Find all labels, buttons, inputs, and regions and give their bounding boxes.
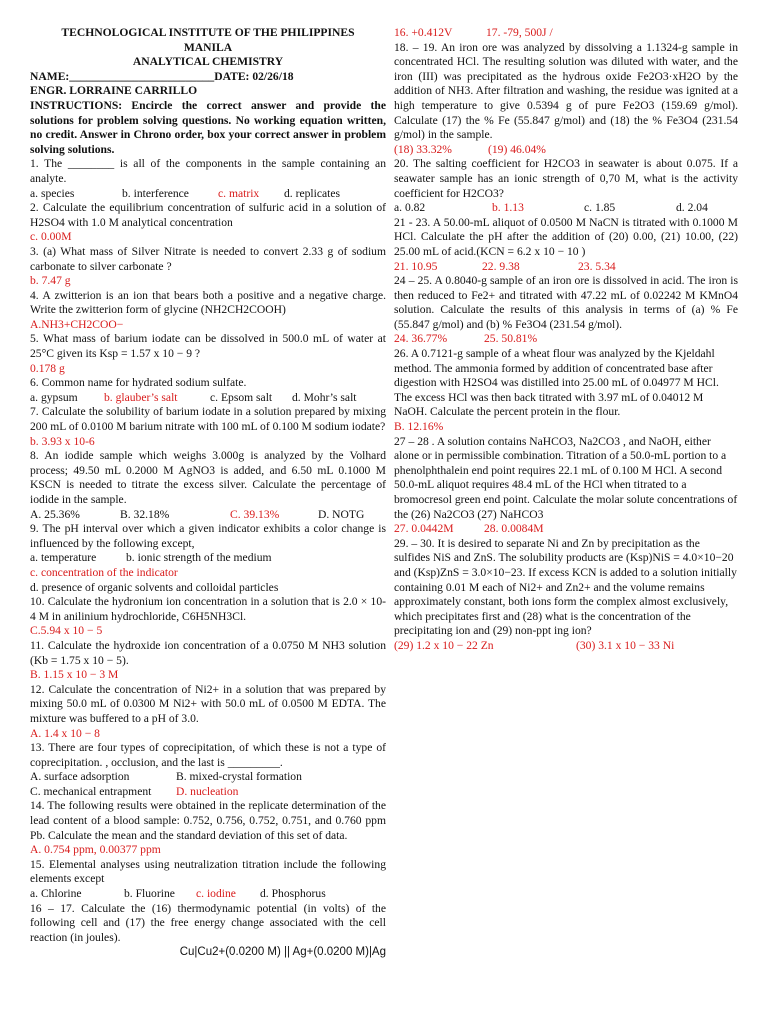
option-d-answer[interactable]: D. nucleation <box>176 784 239 798</box>
option-b[interactable]: B. mixed-crystal formation <box>176 770 302 784</box>
answer-21: 21. 10.95 <box>394 259 438 273</box>
answer-7: b. 3.93 x 10-6 <box>30 434 95 448</box>
question-11: 11. Calculate the hydroxide ion concentration of a 0.0750 M NH3 solution (Kb = 1.75 x 10 − 5). <box>30 638 386 667</box>
answers-27-28 <box>394 522 738 537</box>
question-24: 24 – 25. A 0.8040-g sample of an iron ore is dissolved in acid. The iron is then reduced to Fe2+ and titrated with 47.22 mL of 0.02242 M KMnO4 solution. Calculate the results of this analysis in terms of (a) % Fe (55.847 g/mol) and (b) % Fe3O4 (231.54 g/mol). <box>394 274 738 331</box>
question-2: 2. Calculate the equilibrium concentration of sulfuric acid in a solution of H2SO4 with 1.0 M analytical concentration <box>30 201 386 229</box>
option-c-answer[interactable]: c. iodine <box>196 887 236 901</box>
option-a[interactable]: a. gypsum <box>30 390 78 404</box>
answer-24: 24. 36.77% <box>394 332 448 346</box>
question-8-options <box>30 508 386 523</box>
answers-21-23 <box>394 260 738 275</box>
option-a[interactable]: A. 25.36% <box>30 507 80 521</box>
answers-18-19 <box>394 143 738 158</box>
question-12: 12. Calculate the concentration of Ni2+ in a solution that was prepared by mixing 50.0 mL of 0.0300 M Ni2+ with 50.0 mL of 0.0500 M EDTA. The mixture was buffered to a pH of 3.0. <box>30 682 386 725</box>
option-a[interactable]: a. temperature <box>30 551 97 565</box>
left-column <box>30 26 386 960</box>
question-27: 27 – 28 . A solution contains NaHCO3, Na2CO3 , and NaOH, either alone or in permissible combination. Titration of a 50.0-mL portion to a phenolphthalein end point requires 22.1 mL of 0.100 M HCl. A second 50.0-mL aliquot requires 48.4 mL of the HCl when titrated to a bromocresol green end point. Calculate the molar solute concentrations of the (26) Na2CO3 (27) NaHCO3 <box>394 434 738 521</box>
option-b[interactable]: B. 32.18% <box>120 507 170 521</box>
institute-title: TECHNOLOGICAL INSTITUTE OF THE PHILIPPINES <box>61 26 355 39</box>
question-15-options <box>30 887 386 902</box>
answer-11: B. 1.15 x 10 − 3 M <box>30 668 119 682</box>
instructor-name: ENGR. LORRAINE CARRILLO <box>30 84 198 98</box>
answer-25: 25. 50.81% <box>484 332 538 346</box>
answer-4: A.NH3+CH2COO− <box>30 317 124 331</box>
answer-27: 27. 0.0442M <box>394 522 454 536</box>
question-6-options <box>30 391 386 406</box>
question-21: 21 - 23. A 50.00-mL aliquot of 0.0500 M NaCN is titrated with 0.1000 M HCl. Calculate the pH after the addition of (20) 0.00, (21) 10.00, (22) 25.00 mL of acid.(KCN = 6.2 x 10 − 10 ) <box>394 215 738 258</box>
option-b[interactable]: b. Fluorine <box>124 887 175 901</box>
answer-28: 28. 0.0084M <box>484 522 544 536</box>
question-10: 10. Calculate the hydronium ion concentration in a solution that is 2.0 × 10-4 M in anilinium hydrochloride, C6H5NH3Cl. <box>30 595 386 623</box>
option-c-answer[interactable]: c. concentration of the indicator <box>30 565 178 579</box>
option-b[interactable]: b. interference <box>122 186 189 200</box>
question-16: 16 – 17. Calculate the (16) thermodynamic potential (in volts) of the following cell and (17) the free energy change associated with the cell reaction (in joules). <box>30 901 386 944</box>
option-b[interactable]: b. ionic strength of the medium <box>126 551 272 565</box>
option-b-answer[interactable]: b. 1.13 <box>492 201 524 215</box>
option-d[interactable]: D. NOTG <box>318 507 365 521</box>
option-a[interactable]: a. 0.82 <box>394 201 426 215</box>
option-d[interactable]: d. 2.04 <box>676 201 708 215</box>
question-18: 18. – 19. An iron ore was analyzed by dissolving a 1.1324-g sample in concentrated HCl. The resulting solution was diluted with water, and the iron (III) was precipitated as the hydrous oxide Fe2O3·xH2O by the addition of NH3. After filtration and washing, the residue was ignited at a high temperature to give 0.5394 g of pure Fe2O3 (159.69 g/mol). Calculate (17) the % Fe (55.847 g/mol) and (18) the % Fe3O4 (231.54 g/mol) in the sample. <box>394 40 738 142</box>
answer-2: c. 0.00M <box>30 230 72 244</box>
question-4: 4. A zwitterion is an ion that bears both a positive and a negative charge. Write the zwitterion form of glycine (NH2CH2COOH) <box>30 288 386 317</box>
option-c-answer[interactable]: C. 39.13% <box>230 507 280 521</box>
option-a[interactable]: a. Chlorine <box>30 887 82 901</box>
answers-29-30 <box>394 639 738 654</box>
option-a[interactable]: a. species <box>30 186 75 200</box>
name-date-line: NAME:_________________________DATE: 02/26/18 <box>30 69 294 83</box>
answer-18: (18) 33.32% <box>394 142 452 156</box>
question-13: 13. There are four types of coprecipitation, of which these is not a type of coprecipitation. , occlusion, and the last is _________. <box>30 741 386 769</box>
question-13-option-row-1 <box>30 770 386 785</box>
option-d[interactable]: d. replicates <box>284 186 341 200</box>
question-8: 8. An iodide sample which weighs 3.000g is analyzed by the Volhard process; 49.50 mL 0.2000 M AgNO3 is added, and 6.50 mL 0.1000 M KSCN is needed to titrate the excess silver. Calculate the percentage of iodide in the sample. <box>30 449 386 506</box>
question-6: 6. Common name for hydrated sodium sulfate. <box>30 376 247 390</box>
answer-12: A. 1.4 x 10 − 8 <box>30 726 100 740</box>
option-d[interactable]: d. Mohr’s salt <box>292 390 357 404</box>
answer-30: (30) 3.1 x 10 − 33 Ni <box>576 638 675 652</box>
course-title: ANALYTICAL CHEMISTRY <box>132 55 284 69</box>
answer-3: b. 7.47 g <box>30 274 71 288</box>
answers-24-25 <box>394 332 738 347</box>
answer-16: 16. +0.412V <box>394 26 453 39</box>
question-13-option-row-2 <box>30 785 386 800</box>
answer-10: C.5.94 x 10 − 5 <box>30 624 103 638</box>
answers-16-17 <box>394 26 738 41</box>
right-column <box>394 26 738 654</box>
question-15: 15. Elemental analyses using neutralization titration include the following elements except <box>30 857 386 886</box>
cell-formula: Cu|Cu2+(0.0200 M) || Ag+(0.0200 M)|Ag <box>179 946 386 959</box>
question-14: 14. The following results were obtained in the replicate determination of the lead content of a blood sample: 0.752, 0.756, 0.752, 0.751, and 0.760 ppm Pb. Calculate the mean and the standard deviation of this set of data. <box>30 799 386 842</box>
institute-city: MANILA <box>183 40 233 54</box>
question-7: 7. Calculate the solubility of barium iodate in a solution prepared by mixing 200 mL of 0.0100 M barium nitrate with 100 mL of 0.100 M sodium iodate? <box>30 405 386 434</box>
option-c-answer[interactable]: c. matrix <box>218 186 260 200</box>
question-5: 5. What mass of barium iodate can be dissolved in 500.0 mL of water at 25°C given its Ksp = 1.57 x 10 − 9 ? <box>30 332 386 361</box>
answer-26: B. 12.16% <box>394 420 444 434</box>
option-d[interactable]: d. presence of organic solvents and colloidal particles <box>30 580 279 594</box>
question-1-options <box>30 187 386 202</box>
answer-14: A. 0.754 ppm, 0.00377 ppm <box>30 843 161 857</box>
option-c[interactable]: C. mechanical entrapment <box>30 784 152 798</box>
question-20: 20. The salting coefficient for H2CO3 in seawater is about 0.075. If a seawater sample has an ionic strength of 0,70 M, what is the activity coefficient for H2CO3? <box>394 157 738 200</box>
answer-17: 17. -79, 500J / <box>486 26 553 39</box>
question-3: 3. (a) What mass of Silver Nitrate is needed to convert 2.33 g of sodium carbonate to silver carbonate ? <box>30 244 386 273</box>
question-9-option-row <box>30 551 386 566</box>
answer-29: (29) 1.2 x 10 − 22 Zn <box>394 638 494 652</box>
option-a[interactable]: A. surface adsorption <box>30 770 130 784</box>
question-1: 1. The ________ is all of the components in the sample containing an analyte. <box>30 157 386 185</box>
answer-5: 0.178 g <box>30 361 65 375</box>
question-20-options <box>394 201 738 216</box>
instructions: INSTRUCTIONS: Encircle the correct answer and provide the solutions for problem solving questions. No working equation written, no credit. Answer in Chrono order, box your correct answer in problem solving solutions. <box>30 98 386 156</box>
answer-19: (19) 46.04% <box>488 142 546 156</box>
option-c[interactable]: c. Epsom salt <box>210 390 273 404</box>
question-26: 26. A 0.7121-g sample of a wheat flour was analyzed by the Kjeldahl method. The ammonia formed by addition of concentrated base after digestion with H2SO4 was distilled into 25.00 mL of 0.04977 M HCl. The excess HCl was then back titrated with 3.97 mL of 0.04012 M NaOH. Calculate the percent protein in the flour. <box>394 347 719 419</box>
option-b-answer[interactable]: b. glauber’s salt <box>104 390 178 404</box>
question-29: 29. – 30. It is desired to separate Ni and Zn by precipitation as the sulfides NiS and ZnS. The solubility products are (Ksp)NiS = 4.0×10−20 and (Ksp)ZnS = 3.0×10−23. If excess KCN is added to a solution initially containing 0.01 M each of Ni2+ and Zn2+ and the volume remains approximately constant, both ions form the complex almost exclusively, which precipitates first and (28) what is the concentration of the precipitating ion and (29) non-ppt ing ion? <box>394 536 737 638</box>
answer-22: 22. 9.38 <box>482 259 520 273</box>
answer-23: 23. 5.34 <box>578 259 616 273</box>
question-9: 9. The pH interval over which a given indicator exhibits a color change is influenced by the following except, <box>30 522 386 550</box>
option-d[interactable]: d. Phosphorus <box>260 887 326 901</box>
option-c[interactable]: c. 1.85 <box>584 201 616 215</box>
